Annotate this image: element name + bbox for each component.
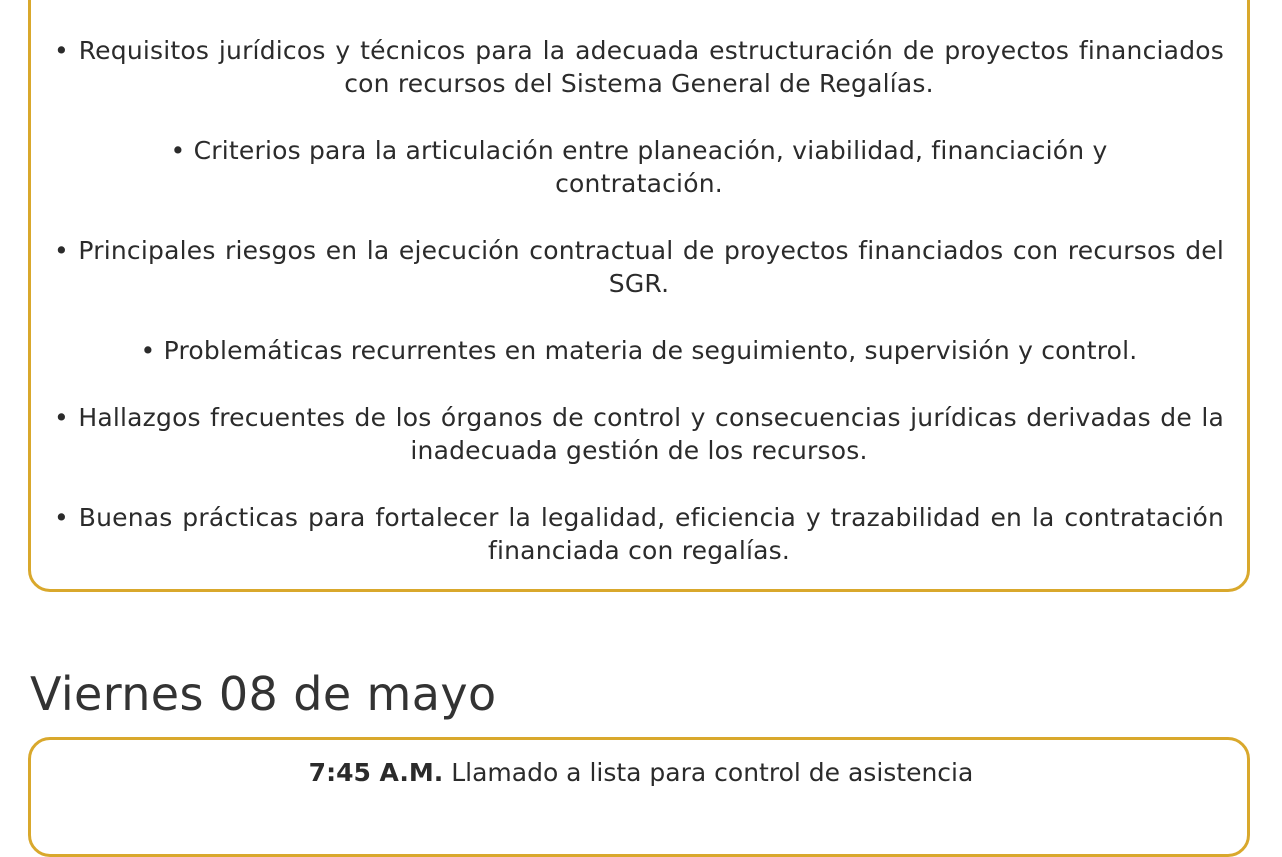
topic-item: • Buenas prácticas para fortalecer la legalidad, eficiencia y trazabilidad en la contratación financiada con regalías.: [54, 503, 1224, 565]
day-agenda-card: [28, 737, 1250, 857]
agenda-item: [0, 756, 1282, 789]
topic-item: • Hallazgos frecuentes de los órganos de control y consecuencias jurídicas derivadas de la inadecuada gestión de los recursos.: [54, 403, 1224, 465]
topic-item: • Requisitos jurídicos y técnicos para la adecuada estructuración de proyectos financiados con recursos del Sistema General de Regalías.: [54, 36, 1224, 98]
day-heading: Viernes 08 de mayo: [30, 667, 497, 721]
topic-item: • Problemáticas recurrentes en materia de seguimiento, supervisión y control.: [140, 336, 1138, 365]
topic-item: • Principales riesgos en la ejecución contractual de proyectos financiados con recursos del SGR.: [54, 236, 1224, 298]
agenda-time: 7:45 A.M.: [308, 758, 444, 787]
agenda-description: Llamado a lista para control de asistencia: [451, 758, 974, 787]
topic-item: • Criterios para la articulación entre planeación, viabilidad, financiación y contratación.: [170, 136, 1108, 198]
topics-list: [28, 34, 1250, 567]
